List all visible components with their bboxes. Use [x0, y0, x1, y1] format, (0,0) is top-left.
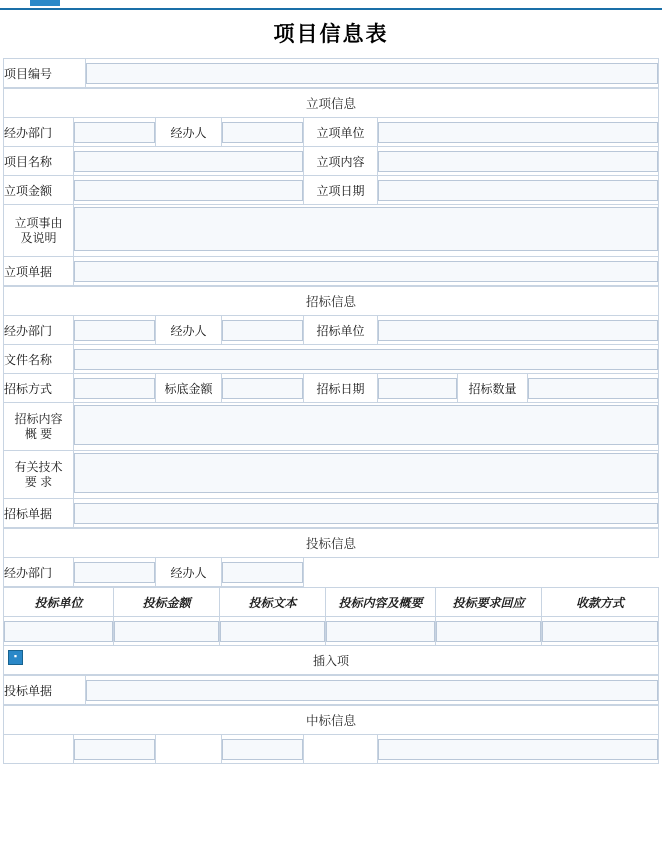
bidding-summary-label-line2: 概 要 — [24, 426, 53, 441]
bidding-tech-cell — [74, 451, 659, 499]
section-header-bidding: 招标信息 — [4, 287, 659, 316]
project-no-label: 项目编号 — [4, 59, 86, 88]
tender-spacer-cell — [304, 558, 659, 587]
bidding-handler-input[interactable] — [222, 320, 303, 341]
tender-handler-cell — [222, 558, 304, 587]
bidding-file-name-cell — [74, 345, 659, 374]
bidding-base-amount-cell — [222, 374, 304, 403]
bidding-date-label: 招标日期 — [304, 374, 378, 403]
approval-voucher-label: 立项单据 — [4, 257, 74, 286]
browser-tab-icon[interactable] — [30, 0, 60, 6]
bidding-unit-input[interactable] — [378, 320, 658, 341]
bidding-file-name-label: 文件名称 — [4, 345, 74, 374]
project-no-table — [3, 58, 659, 88]
winning-row-label-cut-2 — [156, 735, 222, 764]
tender-grid-header-unit: 投标单位 — [4, 588, 114, 617]
approval-project-name-label: 项目名称 — [4, 147, 74, 176]
bidding-file-name-input[interactable] — [74, 349, 658, 370]
tender-grid-table — [3, 587, 659, 675]
tender-voucher-table — [3, 675, 659, 705]
tender-grid-input-text[interactable] — [220, 621, 325, 642]
approval-handler-label: 经办人 — [156, 118, 222, 147]
section-header-tender: 投标信息 — [4, 529, 659, 558]
tender-grid-header-content: 投标内容及概要 — [326, 588, 436, 617]
tender-grid-header-row — [4, 588, 659, 617]
bidding-unit-label: 招标单位 — [304, 316, 378, 345]
tender-handler-label: 经办人 — [156, 558, 222, 587]
approval-dept-label: 经办部门 — [4, 118, 74, 147]
approval-content-cell — [378, 147, 659, 176]
project-no-cell — [86, 59, 659, 88]
approval-dept-input[interactable] — [74, 122, 155, 143]
tender-section-table — [3, 528, 659, 587]
winning-row-cell-1 — [74, 735, 156, 764]
approval-reason-label — [4, 205, 74, 257]
winning-row-label-cut-3 — [304, 735, 378, 764]
table-row — [4, 147, 659, 176]
table-row — [4, 257, 659, 286]
approval-amount-input[interactable] — [74, 180, 303, 201]
bidding-handler-cell — [222, 316, 304, 345]
bidding-method-input[interactable] — [74, 378, 155, 399]
winning-row-label-cut — [4, 735, 74, 764]
bidding-summary-label — [4, 403, 74, 451]
approval-unit-input[interactable] — [378, 122, 658, 143]
bidding-summary-textarea[interactable] — [74, 405, 658, 445]
winning-input-1[interactable] — [74, 739, 155, 760]
tender-dept-label: 经办部门 — [4, 558, 74, 587]
bidding-summary-label-line1: 招标内容 — [14, 411, 63, 426]
table-row — [4, 345, 659, 374]
table-row — [4, 529, 659, 558]
tender-grid-input-amount[interactable] — [114, 621, 219, 642]
section-header-approval: 立项信息 — [4, 89, 659, 118]
winning-row-cell-3 — [378, 735, 659, 764]
insert-row-icon[interactable]: ▪ — [8, 650, 23, 665]
table-row — [4, 287, 659, 316]
approval-content-input[interactable] — [378, 151, 658, 172]
bidding-tech-label-line1: 有关技术 — [14, 459, 63, 474]
bidding-tech-textarea[interactable] — [74, 453, 658, 493]
approval-reason-label-line1: 立项事由 — [14, 215, 63, 230]
tender-voucher-input[interactable] — [86, 680, 658, 701]
table-row — [4, 118, 659, 147]
tender-handler-input[interactable] — [222, 562, 303, 583]
page-title: 项目信息表 — [273, 23, 389, 46]
tender-grid-cell-response — [436, 617, 542, 646]
insert-row-label: 插入项 — [312, 653, 349, 668]
insert-row-cell[interactable] — [4, 646, 659, 675]
insert-row[interactable] — [4, 646, 659, 675]
approval-amount-label: 立项金额 — [4, 176, 74, 205]
bidding-method-label: 招标方式 — [4, 374, 74, 403]
tender-grid-cell-content — [326, 617, 436, 646]
approval-unit-cell — [378, 118, 659, 147]
bidding-voucher-label: 招标单据 — [4, 499, 74, 528]
bidding-dept-label: 经办部门 — [4, 316, 74, 345]
tender-dept-input[interactable] — [74, 562, 155, 583]
bidding-summary-cell — [74, 403, 659, 451]
table-row — [4, 706, 659, 735]
bidding-dept-input[interactable] — [74, 320, 155, 341]
bidding-handler-label: 经办人 — [156, 316, 222, 345]
table-row — [4, 617, 659, 646]
approval-content-label: 立项内容 — [304, 147, 378, 176]
tender-grid-cell-unit — [4, 617, 114, 646]
approval-reason-label-line2: 及说明 — [20, 230, 57, 245]
approval-reason-textarea[interactable] — [74, 207, 658, 251]
tender-grid-input-response[interactable] — [436, 621, 541, 642]
table-row — [4, 499, 659, 528]
bidding-tech-label-line2: 要 求 — [24, 474, 53, 489]
table-row — [4, 316, 659, 345]
window-top-bar — [0, 0, 662, 10]
approval-reason-cell — [74, 205, 659, 257]
bidding-method-cell — [74, 374, 156, 403]
approval-dept-cell — [74, 118, 156, 147]
approval-date-input[interactable] — [378, 180, 658, 201]
bidding-dept-cell — [74, 316, 156, 345]
approval-date-cell — [378, 176, 659, 205]
tender-dept-cell — [74, 558, 156, 587]
tender-grid-header-text: 投标文本 — [220, 588, 326, 617]
winning-row-cell-2 — [222, 735, 304, 764]
bidding-date-input[interactable] — [378, 378, 457, 399]
winning-section-table — [3, 705, 659, 764]
bidding-tech-label — [4, 451, 74, 499]
approval-project-name-input[interactable] — [74, 151, 303, 172]
table-row — [4, 374, 659, 403]
table-row — [4, 558, 659, 587]
tender-grid-header-payment: 收款方式 — [542, 588, 659, 617]
section-header-winning: 中标信息 — [4, 706, 659, 735]
project-no-input[interactable] — [86, 63, 658, 84]
bidding-unit-cell — [378, 316, 659, 345]
tender-grid-input-payment[interactable] — [542, 621, 658, 642]
tender-voucher-cell — [86, 676, 659, 705]
tender-grid-input-unit[interactable] — [4, 621, 113, 642]
approval-handler-cell — [222, 118, 304, 147]
table-row — [4, 735, 659, 764]
table-row — [4, 176, 659, 205]
bidding-voucher-input[interactable] — [74, 503, 658, 524]
bidding-base-amount-input[interactable] — [222, 378, 303, 399]
approval-amount-cell — [74, 176, 304, 205]
approval-handler-input[interactable] — [222, 122, 303, 143]
bidding-date-cell — [378, 374, 458, 403]
approval-section-table — [3, 88, 659, 286]
approval-date-label: 立项日期 — [304, 176, 378, 205]
tender-grid-cell-payment — [542, 617, 659, 646]
table-row — [4, 676, 659, 705]
tender-grid-cell-amount — [114, 617, 220, 646]
bidding-section-table — [3, 286, 659, 528]
table-row — [4, 59, 659, 88]
tender-grid-cell-text — [220, 617, 326, 646]
winning-input-3[interactable] — [378, 739, 658, 760]
bidding-quantity-input[interactable] — [528, 378, 658, 399]
approval-voucher-input[interactable] — [74, 261, 658, 282]
approval-unit-label: 立项单位 — [304, 118, 378, 147]
tender-grid-input-content[interactable] — [326, 621, 435, 642]
bidding-quantity-cell — [528, 374, 659, 403]
approval-project-name-cell — [74, 147, 304, 176]
tender-grid-header-amount: 投标金额 — [114, 588, 220, 617]
bidding-base-amount-label: 标底金额 — [156, 374, 222, 403]
table-row — [4, 403, 659, 451]
winning-input-2[interactable] — [222, 739, 303, 760]
table-row — [4, 89, 659, 118]
approval-voucher-cell — [74, 257, 659, 286]
table-row — [4, 451, 659, 499]
bidding-voucher-cell — [74, 499, 659, 528]
bidding-quantity-label: 招标数量 — [458, 374, 528, 403]
table-row — [4, 205, 659, 257]
tender-grid-header-response: 投标要求回应 — [436, 588, 542, 617]
tender-voucher-label: 投标单据 — [4, 676, 86, 705]
